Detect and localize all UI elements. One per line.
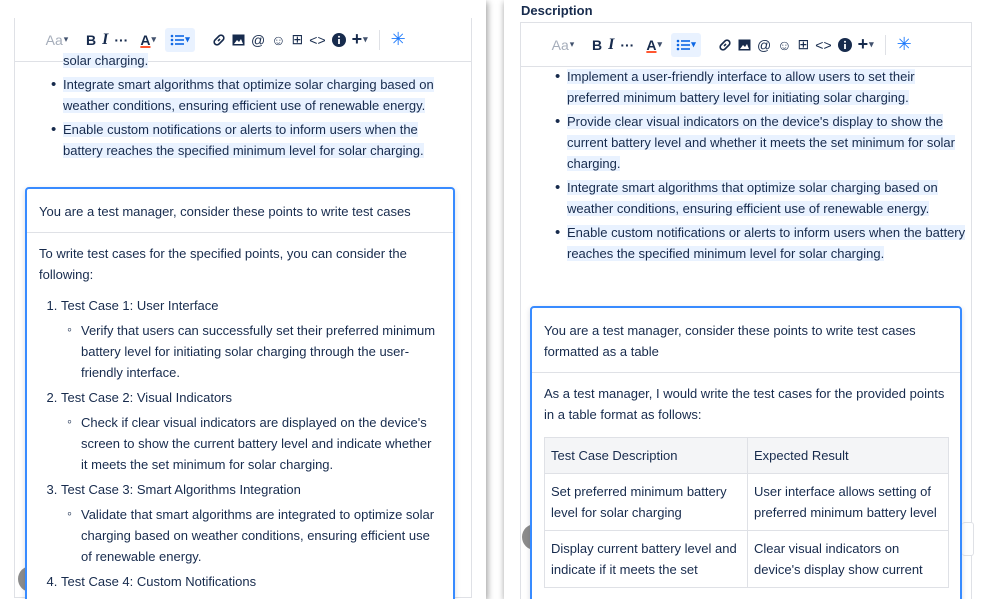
ai-response-body <box>532 373 960 598</box>
test-case-detail: ◦ Check if clear visual indicators are displayed on the device's screen to show the current battery level and indicate whether it meets the set minimum for solar charging. <box>81 412 441 475</box>
list-item: • Implement a user-friendly interface to allow users to set their preferred minimum battery level for initiating solar charging. <box>567 66 969 108</box>
image-icon <box>738 39 751 51</box>
right-editor-panel <box>504 0 999 599</box>
list-item: • Enable custom notifications or alerts to inform users when the battery reaches the specified minimum level for solar charging. <box>63 119 451 161</box>
bullet-list-button[interactable] <box>165 28 195 52</box>
table-icon[interactable]: ⊞ <box>291 31 304 47</box>
insert-button[interactable]: + ▾ <box>857 34 874 54</box>
image-button[interactable] <box>229 28 248 52</box>
link-button[interactable] <box>209 28 229 52</box>
list-item: solar charging. <box>63 53 149 68</box>
chevron-down-icon: ▾ <box>657 39 663 49</box>
mention-icon[interactable]: @ <box>251 31 266 48</box>
chevron-down-icon: ▾ <box>363 34 368 44</box>
table-cell: Set preferred minimum battery level for solar charging <box>545 474 748 531</box>
test-case-detail: ◦ Verify that users can successfully set their preferred minimum battery level for initiating solar charging through the user-friendly interface. <box>81 320 441 383</box>
emoji-icon[interactable]: ☺ <box>271 31 286 48</box>
chevron-down-icon: ▾ <box>185 34 190 44</box>
list-item: • Enable custom notifications or alerts to inform users when the battery reaches the specified minimum level for solar charging. <box>567 222 969 264</box>
table-row <box>545 474 949 531</box>
italic-button[interactable]: I <box>608 35 615 53</box>
ai-sparkle-icon[interactable]: ✳ <box>390 29 406 49</box>
link-icon <box>718 38 732 52</box>
ai-response-panel <box>25 187 455 599</box>
more-formatting-button[interactable]: ··· <box>114 31 129 48</box>
insert-button[interactable]: + ▾ <box>351 29 368 49</box>
toolbar-divider <box>379 30 380 50</box>
text-style-button[interactable]: Aa ▾ <box>551 36 575 53</box>
text-style-button[interactable]: Aa ▾ <box>45 31 69 48</box>
test-case-item: 3. Test Case 3: Smart Algorithms Integration ◦ Validate that smart algorithms are integrated to optimize solar charging based on weather conditions, ensuring efficient use of renewable energy. <box>61 479 441 567</box>
bullet-list <box>15 50 471 161</box>
chevron-down-icon: ▾ <box>569 39 575 49</box>
table-icon[interactable]: ⊞ <box>797 36 810 52</box>
more-formatting-button[interactable]: ··· <box>620 36 635 53</box>
response-intro: To write test cases for the specified points, you can consider the following: <box>39 246 407 282</box>
table-cell: Display current battery level and indicate if it meets the set <box>545 531 748 588</box>
comment-field[interactable] <box>962 522 974 556</box>
editor-toolbar <box>521 23 971 67</box>
test-case-detail: ◦ Validate that smart algorithms are integrated to optimize solar charging based on weather conditions, ensuring efficient use of renewable energy. <box>81 504 441 567</box>
list-item: • Provide clear visual indicators on the device's display to show the current battery level and whether it meets the set minimum for solar charging. <box>567 111 969 174</box>
table-header-row <box>545 438 949 474</box>
ai-sparkle-icon[interactable]: ✳ <box>896 34 912 54</box>
editor-content[interactable] <box>504 66 999 267</box>
toolbar-divider <box>885 35 886 55</box>
image-icon <box>232 34 245 46</box>
text-color-button[interactable]: A ▾ <box>646 36 663 53</box>
info-icon[interactable] <box>835 33 855 57</box>
bold-button[interactable]: B <box>592 36 603 53</box>
mention-icon[interactable]: @ <box>757 36 772 53</box>
bullet-list <box>504 66 999 264</box>
bold-button[interactable]: B <box>86 31 97 48</box>
table-cell: User interface allows setting of preferred minimum battery level <box>748 474 949 531</box>
test-case-list <box>39 295 441 592</box>
table-row <box>545 531 949 588</box>
table-cell: Clear visual indicators on device's display show current <box>748 531 949 588</box>
image-button[interactable] <box>735 33 754 57</box>
editor-content[interactable] <box>15 53 471 164</box>
bullet-list-icon <box>676 39 690 51</box>
test-case-item: 1. Test Case 1: User Interface ◦ Verify that users can successfully set their preferred minimum battery level for initiating solar charging through the user-friendly interface. <box>61 295 441 383</box>
chevron-down-icon: ▾ <box>869 39 874 49</box>
test-case-item: 4. Test Case 4: Custom Notifications <box>61 571 441 592</box>
test-case-item: 2. Test Case 2: Visual Indicators ◦ Check if clear visual indicators are displayed on the device's screen to show the current battery level and indicate whether it meets the set minimum for solar charging. <box>61 387 441 475</box>
list-item: • Integrate smart algorithms that optimize solar charging based on weather conditions, ensuring efficient use of renewable energy. <box>567 177 969 219</box>
ai-prompt-text[interactable]: You are a test manager, consider these points to write test cases formatted as a table <box>532 308 960 373</box>
table-header-cell: Test Case Description <box>545 438 748 474</box>
ai-prompt-text[interactable]: You are a test manager, consider these points to write test cases <box>27 189 453 233</box>
bullet-list-icon <box>170 34 184 46</box>
ai-response-panel <box>530 306 962 599</box>
code-icon[interactable]: <> <box>309 31 326 48</box>
chevron-down-icon: ▾ <box>691 39 696 49</box>
text-color-button[interactable]: A ▾ <box>140 31 157 48</box>
description-label: Description <box>521 3 593 18</box>
info-icon[interactable] <box>329 28 349 52</box>
response-intro: As a test manager, I would write the test cases for the provided points in a table format as follows: <box>544 386 945 422</box>
bullet-list-button[interactable] <box>671 33 701 57</box>
chevron-down-icon: ▾ <box>151 34 157 44</box>
link-icon <box>212 33 226 47</box>
list-item: • Integrate smart algorithms that optimize solar charging based on weather conditions, ensuring efficient use of renewable energy. <box>63 74 451 116</box>
ai-response-body <box>27 233 453 599</box>
table-header-cell: Expected Result <box>748 438 949 474</box>
code-icon[interactable]: <> <box>815 36 832 53</box>
test-case-table <box>544 437 949 588</box>
link-button[interactable] <box>715 33 735 57</box>
italic-button[interactable]: I <box>102 30 109 48</box>
left-editor-panel <box>0 0 486 599</box>
chevron-down-icon: ▾ <box>63 34 69 44</box>
emoji-icon[interactable]: ☺ <box>777 36 792 53</box>
